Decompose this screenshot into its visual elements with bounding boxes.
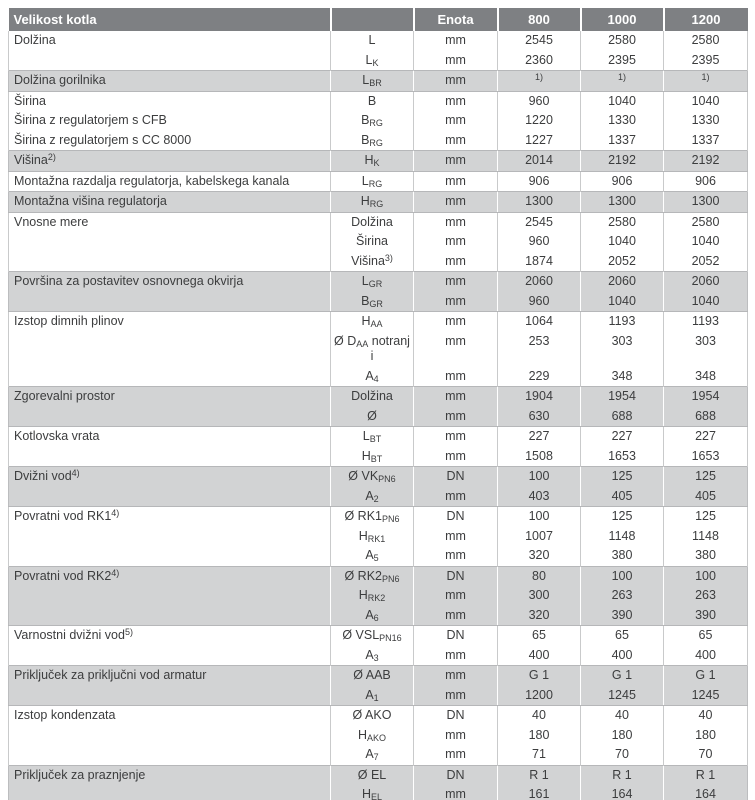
value-cell-800: 100 — [498, 467, 581, 487]
table-row — [9, 586, 748, 606]
row-label-cell — [9, 546, 331, 566]
value-cell-1200: 303 — [664, 332, 748, 367]
value-cell-1000: 1040 — [581, 232, 664, 252]
row-label-cell — [9, 332, 331, 367]
unit-cell: DN — [414, 765, 498, 785]
row-label-cell — [9, 232, 331, 252]
value-cell-1200: 2395 — [664, 51, 748, 71]
row-label-cell — [9, 292, 331, 312]
value-cell-800: 229 — [498, 367, 581, 387]
value-cell-1200: 405 — [664, 487, 748, 507]
row-label-cell — [9, 527, 331, 547]
table-row — [9, 192, 748, 213]
value-cell-800: 906 — [498, 171, 581, 192]
value-cell-1000: 1954 — [581, 387, 664, 407]
value-cell-800: 960 — [498, 232, 581, 252]
value-cell-1000: 125 — [581, 507, 664, 527]
value-cell-1200: 70 — [664, 745, 748, 765]
value-cell-800: 1) — [498, 71, 581, 92]
value-cell-1200: 400 — [664, 646, 748, 666]
table-row — [9, 507, 748, 527]
value-cell-1000: 2395 — [581, 51, 664, 71]
table-row — [9, 785, 748, 800]
symbol-cell: Dolžina — [331, 212, 414, 232]
value-cell-800: 400 — [498, 646, 581, 666]
value-cell-800: 630 — [498, 407, 581, 427]
value-cell-1200: R 1 — [664, 765, 748, 785]
symbol-cell: B — [331, 91, 414, 111]
value-cell-800: 320 — [498, 546, 581, 566]
value-cell-1200: 263 — [664, 586, 748, 606]
row-label-cell: Montažna višina regulatorja — [9, 192, 331, 213]
table-row — [9, 606, 748, 626]
value-cell-1000: 1148 — [581, 527, 664, 547]
value-cell-800: G 1 — [498, 666, 581, 686]
value-cell-800: 2545 — [498, 212, 581, 232]
table-row — [9, 427, 748, 447]
symbol-cell: $A_4$ — [331, 367, 414, 387]
unit-cell: mm — [414, 686, 498, 706]
row-label-cell — [9, 686, 331, 706]
row-label-cell — [9, 51, 331, 71]
value-cell-1000: 100 — [581, 566, 664, 586]
value-cell-1200: 100 — [664, 566, 748, 586]
value-cell-1000: 906 — [581, 171, 664, 192]
value-cell-1200: 1) — [664, 71, 748, 92]
row-label-cell: Širina z regulatorjem s CFB — [9, 111, 331, 131]
row-label-cell: Povratni vod RK2$^{4)}$ — [9, 566, 331, 586]
value-cell-800: 1874 — [498, 252, 581, 272]
symbol-cell: $H_{RG}$ — [331, 192, 414, 213]
unit-cell: mm — [414, 745, 498, 765]
row-label-cell: Kotlovska vrata — [9, 427, 331, 447]
value-cell-1000: 688 — [581, 407, 664, 427]
value-cell-1000: 1337 — [581, 131, 664, 151]
table-row — [9, 407, 748, 427]
row-label-cell — [9, 785, 331, 800]
table-row — [9, 626, 748, 646]
value-cell-800: 71 — [498, 745, 581, 765]
table-row — [9, 171, 748, 192]
value-cell-1000: 40 — [581, 706, 664, 726]
symbol-cell: $A_5$ — [331, 546, 414, 566]
value-cell-1200: 390 — [664, 606, 748, 626]
unit-cell: mm — [414, 111, 498, 131]
value-cell-1200: 2192 — [664, 151, 748, 172]
symbol-cell: $H_{AKO}$ — [331, 726, 414, 746]
table-row — [9, 292, 748, 312]
value-cell-800: 180 — [498, 726, 581, 746]
table-row — [9, 312, 748, 332]
unit-cell: mm — [414, 31, 498, 51]
value-cell-1200: 180 — [664, 726, 748, 746]
symbol-cell: $B_{GR}$ — [331, 292, 414, 312]
row-label-cell: Vnosne mere — [9, 212, 331, 232]
table-row — [9, 387, 748, 407]
unit-cell: mm — [414, 91, 498, 111]
table-row — [9, 646, 748, 666]
value-cell-800: 1220 — [498, 111, 581, 131]
value-cell-800: 1300 — [498, 192, 581, 213]
value-cell-800: 65 — [498, 626, 581, 646]
value-cell-1200: 1040 — [664, 292, 748, 312]
table-row — [9, 527, 748, 547]
table-row — [9, 765, 748, 785]
row-label-cell: Varnostni dvižni vod$^{5)}$ — [9, 626, 331, 646]
value-cell-1200: 1148 — [664, 527, 748, 547]
table-row — [9, 51, 748, 71]
symbol-cell: Višina$^{3)}$ — [331, 252, 414, 272]
unit-cell: DN — [414, 626, 498, 646]
symbol-cell: $H_{RK2}$ — [331, 586, 414, 606]
value-cell-1200: 227 — [664, 427, 748, 447]
value-cell-1200: 2052 — [664, 252, 748, 272]
symbol-cell: Ø — [331, 407, 414, 427]
header-row — [9, 8, 748, 31]
value-cell-800: 2545 — [498, 31, 581, 51]
unit-cell: mm — [414, 546, 498, 566]
value-cell-1000: 380 — [581, 546, 664, 566]
value-cell-1000: 405 — [581, 487, 664, 507]
table-row — [9, 686, 748, 706]
unit-cell: mm — [414, 527, 498, 547]
table-row — [9, 71, 748, 92]
unit-cell: mm — [414, 131, 498, 151]
symbol-cell: Ø $RK1_{PN6}$ — [331, 507, 414, 527]
value-cell-1000: 348 — [581, 367, 664, 387]
value-cell-1200: 380 — [664, 546, 748, 566]
value-cell-1000: 303 — [581, 332, 664, 367]
value-cell-1000: 1040 — [581, 292, 664, 312]
value-cell-800: 100 — [498, 507, 581, 527]
header-unit-cell: Enota — [414, 8, 498, 31]
value-cell-1000: G 1 — [581, 666, 664, 686]
value-cell-800: 960 — [498, 91, 581, 111]
value-cell-1200: 348 — [664, 367, 748, 387]
symbol-cell: Ø AKO — [331, 706, 414, 726]
unit-cell: mm — [414, 51, 498, 71]
unit-cell: mm — [414, 367, 498, 387]
value-cell-1000: 1300 — [581, 192, 664, 213]
value-cell-1200: 65 — [664, 626, 748, 646]
value-cell-1000: 1245 — [581, 686, 664, 706]
value-cell-1000: 2580 — [581, 212, 664, 232]
value-cell-800: 2060 — [498, 272, 581, 292]
header-size-cell-1200: 1200 — [664, 8, 748, 31]
symbol-cell: $A_3$ — [331, 646, 414, 666]
value-cell-1000: 180 — [581, 726, 664, 746]
table-row — [9, 131, 748, 151]
row-label-cell: Širina — [9, 91, 331, 111]
unit-cell: mm — [414, 252, 498, 272]
unit-cell: DN — [414, 507, 498, 527]
symbol-cell: $A_1$ — [331, 686, 414, 706]
value-cell-800: 1508 — [498, 447, 581, 467]
row-label-cell — [9, 407, 331, 427]
value-cell-1000: 1193 — [581, 312, 664, 332]
row-label-cell — [9, 252, 331, 272]
table-row — [9, 367, 748, 387]
value-cell-1200: 1040 — [664, 91, 748, 111]
row-label-cell: Dolžina — [9, 31, 331, 51]
row-label-cell: Montažna razdalja regulatorja, kabelskega kanala — [9, 171, 331, 192]
table-row — [9, 31, 748, 51]
symbol-cell: Ø $D_{AA}$ notranji — [331, 332, 414, 367]
symbol-cell: $B_{RG}$ — [331, 111, 414, 131]
symbol-cell: $A_2$ — [331, 487, 414, 507]
value-cell-800: R 1 — [498, 765, 581, 785]
value-cell-1000: 263 — [581, 586, 664, 606]
value-cell-1200: 40 — [664, 706, 748, 726]
value-cell-1200: 1040 — [664, 232, 748, 252]
value-cell-800: 1007 — [498, 527, 581, 547]
unit-cell: mm — [414, 666, 498, 686]
value-cell-800: 1904 — [498, 387, 581, 407]
row-label-cell — [9, 367, 331, 387]
unit-cell: mm — [414, 606, 498, 626]
value-cell-1200: 688 — [664, 407, 748, 427]
symbol-cell: Ø EL — [331, 765, 414, 785]
unit-cell: mm — [414, 312, 498, 332]
row-label-cell: Dvižni vod$^{4)}$ — [9, 467, 331, 487]
unit-cell: DN — [414, 467, 498, 487]
value-cell-1000: 390 — [581, 606, 664, 626]
value-cell-1200: 1330 — [664, 111, 748, 131]
value-cell-1000: 125 — [581, 467, 664, 487]
value-cell-800: 1200 — [498, 686, 581, 706]
value-cell-1200: 2580 — [664, 212, 748, 232]
value-cell-1200: 1653 — [664, 447, 748, 467]
value-cell-1200: 2060 — [664, 272, 748, 292]
value-cell-1200: 1337 — [664, 131, 748, 151]
value-cell-1200: 1245 — [664, 686, 748, 706]
row-label-cell — [9, 646, 331, 666]
symbol-cell: $L_{BT}$ — [331, 427, 414, 447]
value-cell-1000: 2192 — [581, 151, 664, 172]
unit-cell: mm — [414, 646, 498, 666]
unit-cell: mm — [414, 212, 498, 232]
value-cell-1200: 1300 — [664, 192, 748, 213]
symbol-cell: $L_{BR}$ — [331, 71, 414, 92]
unit-cell: mm — [414, 387, 498, 407]
value-cell-1000: 65 — [581, 626, 664, 646]
unit-cell: mm — [414, 71, 498, 92]
symbol-cell: Ø $RK2_{PN6}$ — [331, 566, 414, 586]
value-cell-1000: 400 — [581, 646, 664, 666]
table-row — [9, 487, 748, 507]
symbol-cell: $H_K$ — [331, 151, 414, 172]
value-cell-1200: 125 — [664, 507, 748, 527]
value-cell-1200: 1193 — [664, 312, 748, 332]
symbol-cell: L — [331, 31, 414, 51]
boiler-spec-table — [8, 8, 748, 800]
unit-cell: mm — [414, 487, 498, 507]
value-cell-1000: 164 — [581, 785, 664, 800]
symbol-cell: $L_{GR}$ — [331, 272, 414, 292]
symbol-cell: $B_{RG}$ — [331, 131, 414, 151]
row-label-cell — [9, 586, 331, 606]
unit-cell: mm — [414, 332, 498, 367]
value-cell-800: 320 — [498, 606, 581, 626]
unit-cell: mm — [414, 192, 498, 213]
symbol-cell: Ø $VK_{PN6}$ — [331, 467, 414, 487]
value-cell-800: 1064 — [498, 312, 581, 332]
table-row — [9, 447, 748, 467]
symbol-cell: $H_{EL}$ — [331, 785, 414, 800]
row-label-cell: Dolžina gorilnika — [9, 71, 331, 92]
table-header — [9, 8, 748, 31]
value-cell-1200: 2580 — [664, 31, 748, 51]
value-cell-800: 403 — [498, 487, 581, 507]
value-cell-1000: 2052 — [581, 252, 664, 272]
table-row — [9, 151, 748, 172]
value-cell-1200: 1954 — [664, 387, 748, 407]
value-cell-1000: 1) — [581, 71, 664, 92]
unit-cell: DN — [414, 706, 498, 726]
table-row — [9, 212, 748, 232]
value-cell-800: 40 — [498, 706, 581, 726]
symbol-cell: $H_{BT}$ — [331, 447, 414, 467]
table-row — [9, 566, 748, 586]
table-row — [9, 272, 748, 292]
unit-cell: mm — [414, 447, 498, 467]
value-cell-1000: 2580 — [581, 31, 664, 51]
table-row — [9, 111, 748, 131]
row-label-cell: Zgorevalni prostor — [9, 387, 331, 407]
table-row — [9, 745, 748, 765]
value-cell-800: 2014 — [498, 151, 581, 172]
table-row — [9, 546, 748, 566]
value-cell-800: 227 — [498, 427, 581, 447]
symbol-cell: Ø $VSL_{PN16}$ — [331, 626, 414, 646]
row-label-cell: Povratni vod RK1$^{4)}$ — [9, 507, 331, 527]
value-cell-1000: 70 — [581, 745, 664, 765]
symbol-cell: $L_K$ — [331, 51, 414, 71]
symbol-cell: $H_{AA}$ — [331, 312, 414, 332]
header-title-cell: Velikost kotla — [9, 8, 331, 31]
value-cell-800: 80 — [498, 566, 581, 586]
table-row — [9, 232, 748, 252]
unit-cell: DN — [414, 566, 498, 586]
table-row — [9, 332, 748, 367]
row-label-cell: Priključek za praznjenje — [9, 765, 331, 785]
row-label-cell: Izstop kondenzata — [9, 706, 331, 726]
unit-cell: mm — [414, 586, 498, 606]
value-cell-1200: 906 — [664, 171, 748, 192]
unit-cell: mm — [414, 232, 498, 252]
row-label-cell: Površina za postavitev osnovnega okvirja — [9, 272, 331, 292]
table-row — [9, 706, 748, 726]
row-label-cell: Priključek za priključni vod armatur — [9, 666, 331, 686]
table-row — [9, 252, 748, 272]
row-label-cell: Izstop dimnih plinov — [9, 312, 331, 332]
row-label-cell — [9, 726, 331, 746]
value-cell-800: 960 — [498, 292, 581, 312]
value-cell-1200: 164 — [664, 785, 748, 800]
spec-table-body — [9, 31, 748, 800]
unit-cell: mm — [414, 171, 498, 192]
value-cell-800: 253 — [498, 332, 581, 367]
symbol-cell: Ø AAB — [331, 666, 414, 686]
value-cell-1000: 227 — [581, 427, 664, 447]
unit-cell: mm — [414, 272, 498, 292]
row-label-cell — [9, 487, 331, 507]
header-symbol-cell — [331, 8, 414, 31]
table-row — [9, 666, 748, 686]
value-cell-800: 300 — [498, 586, 581, 606]
value-cell-1000: 1040 — [581, 91, 664, 111]
value-cell-800: 161 — [498, 785, 581, 800]
header-size-cell-800: 800 — [498, 8, 581, 31]
table-row — [9, 726, 748, 746]
value-cell-1200: G 1 — [664, 666, 748, 686]
symbol-cell: Dolžina — [331, 387, 414, 407]
unit-cell: mm — [414, 427, 498, 447]
value-cell-1000: 1330 — [581, 111, 664, 131]
row-label-cell: Višina$^{2)}$ — [9, 151, 331, 172]
header-size-cell-1000: 1000 — [581, 8, 664, 31]
row-label-cell — [9, 745, 331, 765]
table-row — [9, 467, 748, 487]
unit-cell: mm — [414, 785, 498, 800]
row-label-cell — [9, 447, 331, 467]
row-label-cell — [9, 606, 331, 626]
symbol-cell: $A_6$ — [331, 606, 414, 626]
value-cell-1000: 2060 — [581, 272, 664, 292]
unit-cell: mm — [414, 407, 498, 427]
row-label-cell: Širina z regulatorjem s CC 8000 — [9, 131, 331, 151]
unit-cell: mm — [414, 292, 498, 312]
value-cell-1000: R 1 — [581, 765, 664, 785]
symbol-cell: $L_{RG}$ — [331, 171, 414, 192]
unit-cell: mm — [414, 151, 498, 172]
table-row — [9, 91, 748, 111]
unit-cell: mm — [414, 726, 498, 746]
symbol-cell: $H_{RK1}$ — [331, 527, 414, 547]
value-cell-800: 1227 — [498, 131, 581, 151]
value-cell-800: 2360 — [498, 51, 581, 71]
symbol-cell: Širina — [331, 232, 414, 252]
value-cell-1000: 1653 — [581, 447, 664, 467]
symbol-cell: $A_7$ — [331, 745, 414, 765]
value-cell-1200: 125 — [664, 467, 748, 487]
